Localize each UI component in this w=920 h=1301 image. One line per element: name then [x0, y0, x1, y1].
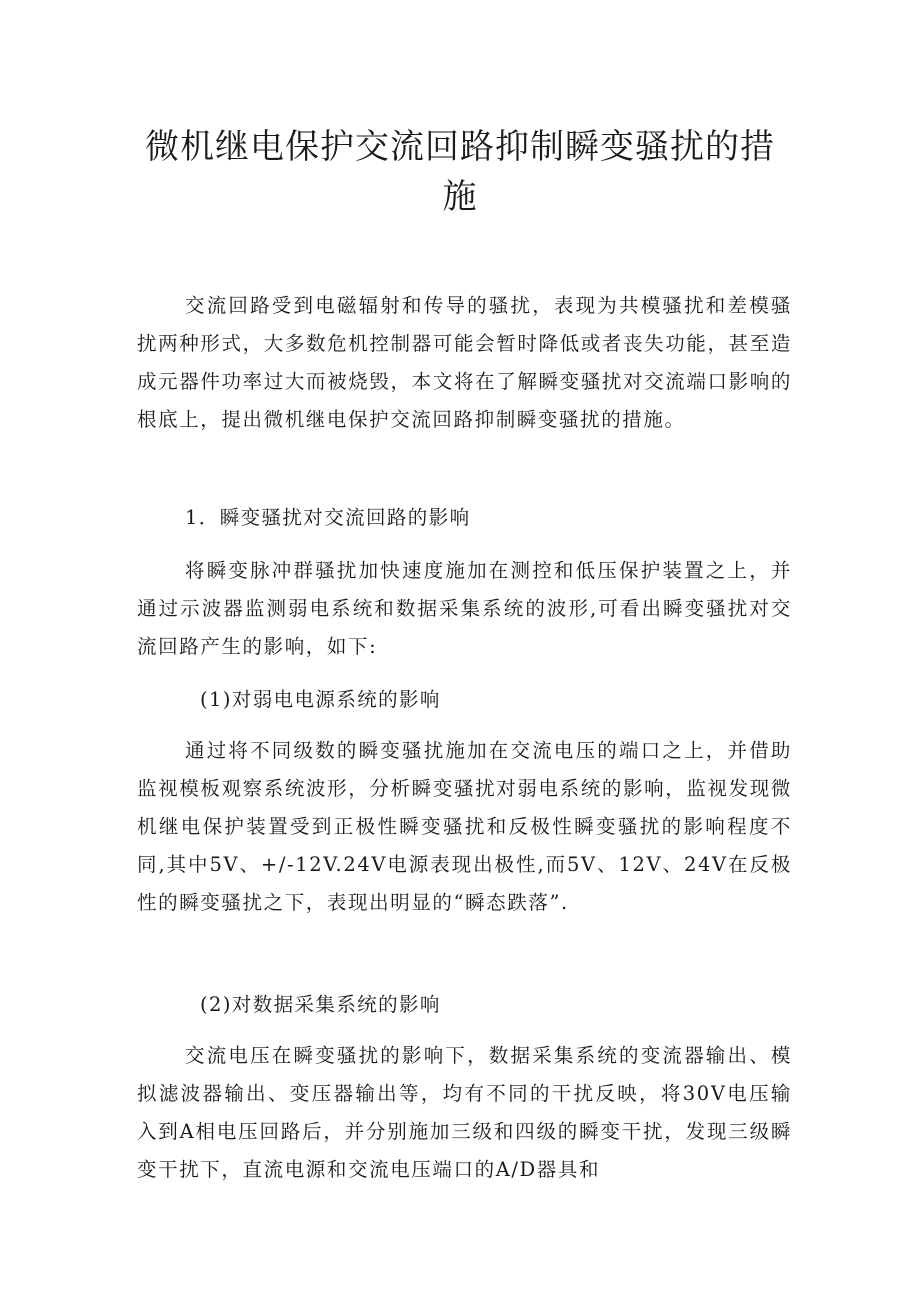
intro-paragraph: 交流回路受到电磁辐射和传导的骚扰，表现为共模骚扰和差模骚扰两种形式，大多数危机控制器可能会暂时降低或者丧失功能，甚至造成元器件功率过大而被烧毁，本文将在了解瞬变骚扰对交流端口影响的根底上，提出微机继电保护交流回路抑制瞬变骚扰的措施。: [137, 294, 792, 431]
section-1-paragraph: 将瞬变脉冲群骚扰加快速度施加在测控和低压保护装置之上，并通过示波器监测弱电系统和数据采集系统的波形,可看出瞬变骚扰对交流回路产生的影响，如下:: [137, 559, 792, 658]
section-1-heading: 1．瞬变骚扰对交流回路的影响: [185, 506, 471, 529]
title-line-2: 施: [442, 177, 478, 217]
subsection-1-paragraph: 通过将不同级数的瞬变骚扰施加在交流电压的端口之上，并借助监视模板观察系统波形，分析瞬变骚扰对弱电系统的影响，监视发现微机继电保护装置受到正极性瞬变骚扰和反极性瞬变骚扰的影响程度不同,其中5V、+/-12V.24V电源表现出极性,而5V、12V、24V在反极性的瞬变骚扰之下，表现出明显的“瞬态跌落”.: [137, 739, 792, 914]
document-title: [130, 122, 790, 222]
subsection-2-paragraph: 交流电压在瞬变骚扰的影响下，数据采集系统的变流器输出、模拟滤波器输出、变压器输出等，均有不同的干扰反映，将30V电压输入到A相电压回路后，并分别施加三级和四级的瞬变干扰，发现三级瞬变干扰下，直流电源和交流电压端口的A/D器具和: [137, 1044, 792, 1181]
subsection-2-heading: (2)对数据采集系统的影响: [200, 993, 441, 1016]
title-line-1: 微机继电保护交流回路抑制瞬变骚扰的措: [145, 127, 775, 167]
subsection-1-heading: (1)对弱电电源系统的影响: [200, 688, 441, 711]
